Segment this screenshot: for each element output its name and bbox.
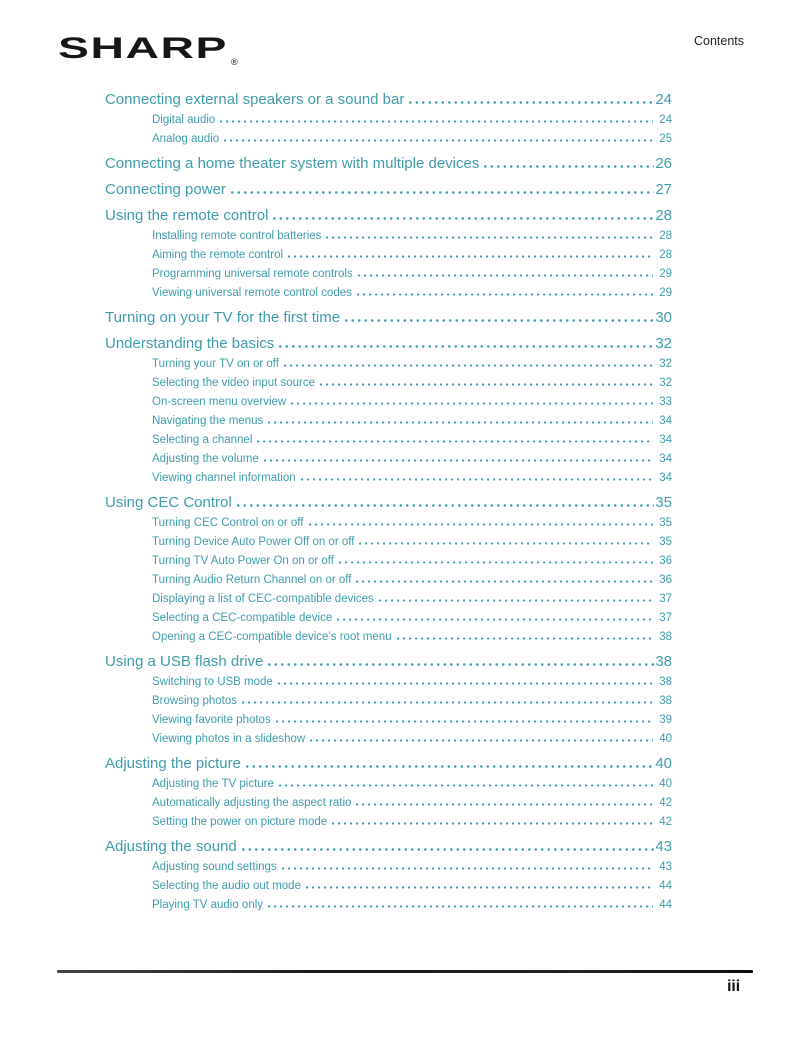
dot-leader [279,345,654,348]
toc-page-number: 40 [655,755,672,772]
toc-entry-sub [105,794,672,813]
dot-leader [306,886,653,889]
toc-entry-title: Adjusting the sound [105,838,237,855]
toc-entry-sub [105,374,672,393]
registered-trademark-icon: ® [231,57,238,67]
toc-page-number: 29 [659,287,672,299]
toc-entry-sub [105,609,672,628]
toc-page-number: 34 [659,472,672,484]
toc-page-number: 42 [659,816,672,828]
dot-leader [278,682,653,685]
toc-page-number: 30 [655,309,672,326]
dot-leader [273,217,654,220]
toc-entry-sub [105,813,672,832]
toc-entry-title: Turning on your TV for the first time [105,309,341,326]
toc-entry-title: Navigating the menus [152,415,264,427]
dot-leader [320,383,653,386]
dot-leader [268,421,653,424]
toc-entry-sub [105,877,672,896]
toc-entry-sub [105,590,672,609]
toc-page-number: 26 [655,155,672,172]
toc-entry-main [105,152,672,175]
dot-leader [310,739,653,742]
toc-entry-title: Connecting external speakers or a sound bar [105,91,405,108]
toc-page-number: 37 [659,612,672,624]
toc-page-number: 44 [659,899,672,911]
toc-page-number: 43 [655,838,672,855]
toc-page-number: 42 [659,797,672,809]
dot-leader [345,319,654,322]
toc-entry-title: Playing TV audio only [152,899,264,911]
toc-entry-sub [105,533,672,552]
dot-leader [268,663,654,666]
toc-entry-title: Viewing favorite photos [152,714,271,726]
toc-page-number: 34 [659,453,672,465]
toc-entry-sub [105,246,672,265]
toc-page-number: 36 [659,574,672,586]
toc-entry-sub [105,130,672,149]
toc-page-number: 38 [659,676,672,688]
toc-entry-sub [105,628,672,647]
toc-entry-title: Aiming the remote control [152,249,284,261]
toc-entry-title: Turning TV Auto Power On on or off [152,555,334,567]
toc-entry-sub [105,775,672,794]
toc-entry-sub [105,673,672,692]
toc-entry-main [105,752,672,775]
toc-entry-sub [105,227,672,246]
toc-entry-main [105,835,672,858]
running-header: Contents [693,34,744,48]
dot-leader [409,101,654,104]
toc-page-number: 24 [655,91,672,108]
toc-entry-sub [105,111,672,130]
dot-leader [282,867,653,870]
toc-entry-title: Adjusting the TV picture [152,778,274,790]
toc-page-number: 28 [659,249,672,261]
toc-entry-sub [105,711,672,730]
toc-page-number: 38 [655,653,672,670]
toc-entry-title: Turning CEC Control on or off [152,517,304,529]
toc-entry-title: Adjusting the volume [152,453,259,465]
dot-leader [379,599,653,602]
toc-page-number: 37 [659,593,672,605]
toc-entry-title: Turning Audio Return Channel on or off [152,574,352,586]
toc-entry-title: Selecting the video input source [152,377,316,389]
toc-entry-sub [105,896,672,915]
toc-entry-title: Switching to USB mode [152,676,273,688]
toc-entry-title: Adjusting the picture [105,755,241,772]
toc-page-number: 32 [655,335,672,352]
toc-entry-main [105,204,672,227]
toc-entry-title: Analog audio [152,133,220,145]
dot-leader [484,165,654,168]
toc-entry-title: Installing remote control batteries [152,230,322,242]
toc-page-number: 43 [659,861,672,873]
toc-page-number: 32 [659,358,672,370]
toc-page-number: 36 [659,555,672,567]
dot-leader [264,459,653,462]
dot-leader [279,784,653,787]
toc-entry-title: Connecting power [105,181,226,198]
toc-entry-title: Turning Device Auto Power Off on or off [152,536,355,548]
toc-entry-main [105,306,672,329]
dot-leader [288,255,653,258]
toc-page-number: 33 [659,396,672,408]
dot-leader [242,848,655,851]
toc-entry-sub [105,692,672,711]
toc-entry-sub [105,450,672,469]
dot-leader [339,561,653,564]
dot-leader [276,720,653,723]
toc-entry-sub [105,858,672,877]
toc-entry-title: Digital audio [152,114,216,126]
dot-leader [231,191,654,194]
toc-entry-sub [105,730,672,749]
dot-leader [268,905,653,908]
page-number-folio: iii [727,978,740,995]
toc-entry-title: Browsing photos [152,695,238,707]
dot-leader [220,120,653,123]
toc-entry-main [105,88,672,111]
toc-list [105,88,672,915]
toc-entry-sub [105,393,672,412]
sharp-logo-text: SHARP [58,32,228,65]
dot-leader [309,523,654,526]
toc-entry-title: Selecting the audio out mode [152,880,301,892]
dot-leader [326,236,653,239]
dot-leader [284,364,653,367]
dot-leader [356,803,653,806]
toc-entry-sub [105,265,672,284]
toc-entry-sub [105,355,672,374]
toc-entry-title: Using a USB flash drive [105,653,264,670]
dot-leader [237,504,655,507]
toc-entry-title: Opening a CEC-compatible device’s root menu [152,631,392,643]
toc-page-number: 35 [659,536,672,548]
toc-page-number: 40 [659,733,672,745]
toc-entry-sub [105,431,672,450]
toc-entry-title: On-screen menu overview [152,396,287,408]
toc-page-number: 38 [659,631,672,643]
toc-entry-title: Displaying a list of CEC-compatible devices [152,593,374,605]
toc-entry-title: Viewing photos in a slideshow [152,733,306,745]
dot-leader [257,440,653,443]
toc-entry-title: Selecting a channel [152,434,253,446]
dot-leader [291,402,653,405]
dot-leader [337,618,653,621]
toc-page-number: 25 [659,133,672,145]
toc-entry-main [105,491,672,514]
toc-entry-title: Automatically adjusting the aspect ratio [152,797,352,809]
toc-entry-sub [105,412,672,431]
sharp-logo-graphic [58,27,253,71]
dot-leader [242,701,653,704]
toc-page-number: 38 [659,695,672,707]
dot-leader [332,822,653,825]
toc-page-number: 29 [659,268,672,280]
toc-page-number: 28 [655,207,672,224]
toc-entry-title: Turning your TV on or off [152,358,279,370]
dot-leader [397,637,654,640]
dot-leader [301,478,653,481]
toc-page-number: 44 [659,880,672,892]
toc-entry-title: Setting the power on picture mode [152,816,328,828]
toc-entry-title: Connecting a home theater system with multiple devices [105,155,480,172]
toc-entry-title: Viewing universal remote control codes [152,287,352,299]
toc-page-number: 35 [655,494,672,511]
sharp-logo [58,27,253,76]
toc-page-number: 27 [655,181,672,198]
dot-leader [357,293,653,296]
toc-entry-sub [105,552,672,571]
dot-leader [224,139,653,142]
toc-entry-sub [105,571,672,590]
toc-entry-main [105,332,672,355]
toc-page-number: 34 [659,415,672,427]
toc-entry-main [105,178,672,201]
dot-leader [358,274,653,277]
toc-entry-sub [105,469,672,488]
dot-leader [356,580,653,583]
toc-entry-title: Adjusting sound settings [152,861,277,873]
toc-entry-title: Using the remote control [105,207,269,224]
toc-entry-title: Understanding the basics [105,335,275,352]
toc-entry-title: Viewing channel information [152,472,296,484]
footer-divider [57,970,753,973]
toc-entry-main [105,650,672,673]
toc-entry-title: Programming universal remote controls [152,268,353,280]
toc-entry-title: Selecting a CEC-compatible device [152,612,333,624]
toc-page-number: 39 [659,714,672,726]
toc-page-number: 34 [659,434,672,446]
dot-leader [246,765,654,768]
toc-entry-sub [105,284,672,303]
toc-page-number: 24 [659,114,672,126]
dot-leader [359,542,653,545]
toc-page-number: 28 [659,230,672,242]
toc-page-number: 35 [659,517,672,529]
toc-entry-sub [105,514,672,533]
toc-page-number: 32 [659,377,672,389]
toc-entry-title: Using CEC Control [105,494,232,511]
toc-page-number: 40 [659,778,672,790]
